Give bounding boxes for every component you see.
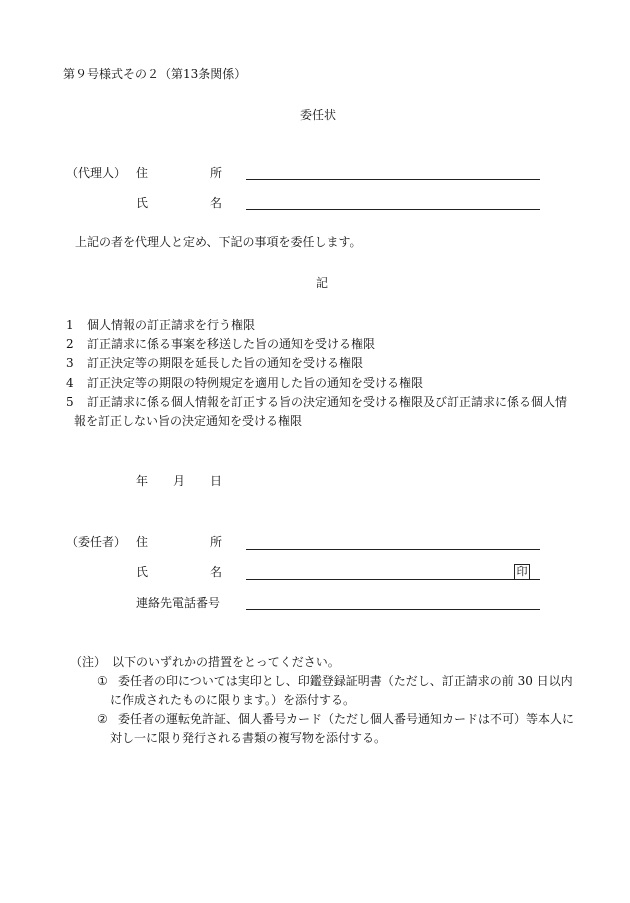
agent-address-label-2: 所 — [210, 166, 223, 180]
phone-label: 連絡先電話番号 — [136, 596, 221, 610]
date-year: 年 — [136, 474, 149, 488]
principal-name-field[interactable] — [246, 579, 540, 580]
date-month: 月 — [173, 474, 186, 488]
phone-field[interactable] — [246, 609, 540, 610]
date-day: 日 — [210, 474, 223, 488]
item-number: 3 — [66, 356, 74, 370]
agent-address-field[interactable] — [246, 179, 540, 180]
item-number: 4 — [66, 376, 74, 390]
document-title: 委任状 — [300, 108, 337, 122]
principal-name-label-1: 氏 — [136, 565, 149, 579]
principal-name-label-2: 名 — [210, 565, 223, 579]
note-text-continued: に作成されたものに限ります。）を添付する。 — [110, 693, 356, 707]
principal-label: （委任者） — [66, 535, 127, 549]
delegation-sentence: 上記の者を代理人と定め、下記の事項を委任します。 — [75, 235, 362, 249]
agent-name-label-2: 名 — [210, 196, 223, 210]
item-number: 2 — [66, 337, 74, 351]
principal-address-field[interactable] — [246, 549, 540, 550]
item-text-continued: 報を訂正しない旨の決定通知を受ける権限 — [74, 414, 303, 428]
notes-intro: 以下のいずれかの措置をとってください。 — [112, 655, 340, 669]
agent-name-label-1: 氏 — [136, 196, 149, 210]
item-text: 訂正決定等の期限の特例規定を適用した旨の通知を受ける権限 — [87, 376, 424, 390]
principal-address-label-1: 住 — [136, 535, 149, 549]
item-text: 訂正請求に係る個人情報を訂正する旨の決定通知を受ける権限及び訂正請求に係る個人情 — [87, 395, 568, 409]
item-text: 訂正請求に係る事案を移送した旨の通知を受ける権限 — [87, 337, 376, 351]
seal-mark: 印 — [514, 564, 530, 580]
item-text: 訂正決定等の期限を延長した旨の通知を受ける権限 — [87, 356, 364, 370]
notes-label: （注） — [70, 655, 107, 669]
note-text: 委任者の運転免許証、個人番号カード（ただし個人番号通知カードは不可）等本人に — [118, 712, 575, 726]
note-text-continued: 対し一に限り発行される書類の複写物を添付する。 — [110, 731, 387, 745]
item-number: 1 — [66, 318, 74, 332]
form-number: 第９号様式その２（第13条関係） — [63, 67, 247, 81]
principal-address-label-2: 所 — [210, 535, 223, 549]
item-number: 5 — [66, 395, 74, 409]
agent-label: （代理人） — [66, 166, 127, 180]
note-mark: ② — [97, 712, 108, 726]
item-text: 個人情報の訂正請求を行う権限 — [87, 318, 256, 332]
note-text: 委任者の印については実印とし、印鑑登録証明書（ただし、訂正請求の前 30 日以内 — [118, 674, 573, 688]
ki-heading: 記 — [316, 276, 329, 290]
agent-address-label-1: 住 — [136, 166, 149, 180]
note-mark: ① — [97, 674, 108, 688]
agent-name-field[interactable] — [246, 209, 540, 210]
